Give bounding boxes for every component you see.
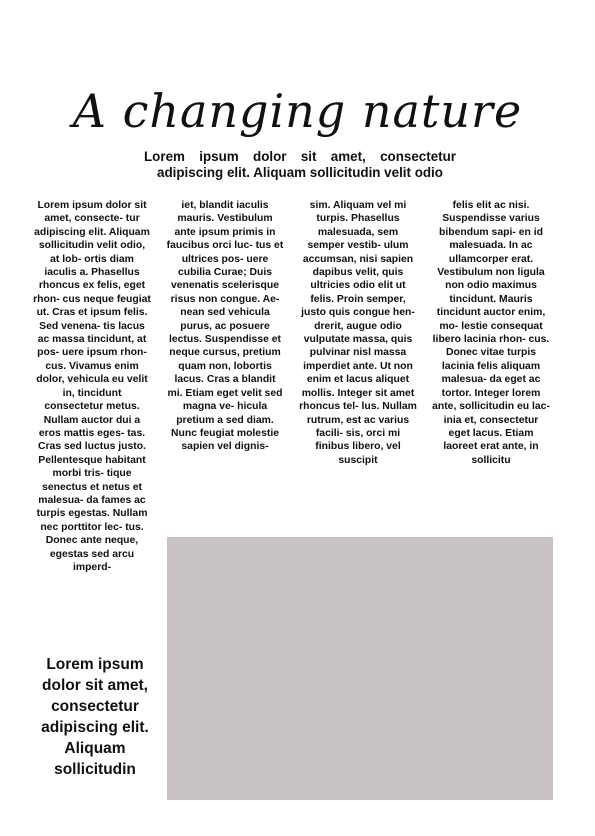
body-column-4: felis elit ac nisi. Suspendisse varius bibendum sapi- en id malesuada. In ac ullamcorper erat. Vestibulum non ligula non odio maximus tincidunt. Mauris tincidunt auctor enim, mo- lestie consequat libero lacinia rhon- cus. Donec vitae turpis lacinia felis aliquam malesua- da eget ac tortor. Integer lorem ante, sollicitudin eu lac- inia et, consectetur eget lacus. Etiam laoreet erat ante, in sollicitu: [432, 200, 550, 466]
body-column-3: sim. Aliquam vel mi turpis. Phasellus malesuada, sem semper vestib- ulum accumsan, nisi sapien dapibus velit, quis ultricies odio elit ut felis. Proin semper, justo quis congue hen- drerit, augue odio vulputate massa, quis pulvinar nisl massa imperdiet ante. Ut non enim et lacus aliquet mollis. Integer sit amet rhoncus tel- lus. Nullam rutrum, est ac varius facili- sis, orci mi finibus libero, vel suscipit: [299, 200, 417, 466]
body-column-1: Lorem ipsum dolor sit amet, consecte- tur adipiscing elit. Aliquam sollicitudin velit odio, at lob- ortis diam iaculis a. Phasellus rhoncus ex felis, eget rhon- cus neque feugiat ut. Cras et ipsum felis. Sed venena- tis lacus ac massa tincidunt, at pos- uere ipsum rhon- cus. Vivamus enim dolor, vehicula eu velit in, tincidunt consectetur metus. Nullam auctor dui a eros mattis eges- tas. Cras sed luctus justo. Pellentesque habitant morbi tris- tique senectus et netus et malesua- da fames ac turpis egestas. Nullam nec porttitor lec- tus. Donec ante neque, egestas sed arcu imperd-: [33, 200, 151, 573]
pull-quote: Lorem ipsum dolor sit amet, consectetur adipiscing elit. Aliquam sollicitudin: [41, 656, 149, 778]
body-column-2: iet, blandit iaculis mauris. Vestibulum ante ipsum primis in faucibus orci luc- tus et ultrices pos- uere cubilia Curae; Duis venenatis scelerisque risus non congue. Ae- nean sed vehicula purus, ac posuere lectus. Suspendisse et neque cursus, pretium quam non, lobortis lacus. Cras a blandit mi. Etiam eget velit sed magna ve- hicula pretium a sed diam. Nunc feugiat molestie sapien vel dignis-: [166, 200, 284, 453]
page-title: A changing nature: [72, 84, 523, 138]
subtitle: Lorem ipsum dolor sit amet, consectetur adipiscing elit. Aliquam sollicitudin velit odio: [144, 149, 456, 180]
image-placeholder: [167, 537, 553, 800]
